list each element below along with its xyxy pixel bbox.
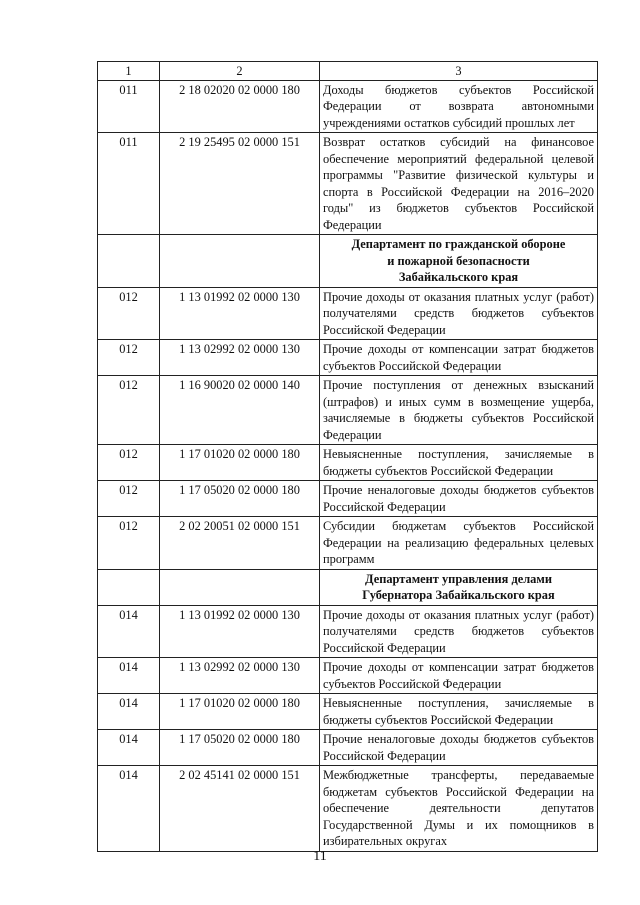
budget-classification-code-cell: 1 13 02992 02 0000 130 xyxy=(160,340,320,376)
admin-code-cell: 014 xyxy=(98,766,160,852)
table-header-row xyxy=(98,62,598,81)
budget-classification-code-cell: 1 17 01020 02 0000 180 xyxy=(160,694,320,730)
table-row xyxy=(98,658,598,694)
admin-code-cell: 014 xyxy=(98,605,160,658)
revenue-name-cell: Невыясненные поступления, зачисляемые в бюджеты субъектов Российской Федерации xyxy=(320,694,598,730)
table-row xyxy=(98,287,598,340)
revenue-name-cell: Прочие доходы от оказания платных услуг (работ) получателями средств бюджетов субъектов Российской Федерации xyxy=(320,287,598,340)
revenue-name-cell: Возврат остатков субсидий на финансовое обеспечение мероприятий федеральной целевой программы "Развитие физической культуры и спорта в Российской Федерации на 2016–2020 годы" из бюджетов субъектов Российской Федерации xyxy=(320,133,598,235)
table-body xyxy=(98,80,598,851)
budget-classification-code-cell: 2 19 25495 02 0000 151 xyxy=(160,133,320,235)
column-header-3: 3 xyxy=(320,62,598,81)
table-row xyxy=(98,340,598,376)
budget-classification-code-cell: 2 02 20051 02 0000 151 xyxy=(160,517,320,570)
budget-classification-code-cell: 2 18 02020 02 0000 180 xyxy=(160,80,320,133)
revenue-name-cell: Прочие неналоговые доходы бюджетов субъектов Российской Федерации xyxy=(320,481,598,517)
department-title-line: Департамент управления делами xyxy=(365,571,552,586)
budget-classification-code-cell: 1 17 05020 02 0000 180 xyxy=(160,481,320,517)
admin-code-cell: 014 xyxy=(98,658,160,694)
table-row xyxy=(98,730,598,766)
budget-classification-code-cell: 1 13 02992 02 0000 130 xyxy=(160,658,320,694)
admin-code-cell: 012 xyxy=(98,376,160,445)
department-header-row xyxy=(98,235,598,288)
admin-code-cell: 012 xyxy=(98,445,160,481)
table-row xyxy=(98,133,598,235)
budget-classification-code-cell: 1 16 90020 02 0000 140 xyxy=(160,376,320,445)
empty-cell xyxy=(98,569,160,605)
table-row xyxy=(98,766,598,852)
empty-cell xyxy=(98,235,160,288)
department-header-row xyxy=(98,569,598,605)
table-header xyxy=(98,62,598,81)
page-number: 11 xyxy=(313,849,327,864)
revenue-name-cell: Субсидии бюджетам субъектов Российской Федерации на реализацию федеральных целевых программ xyxy=(320,517,598,570)
department-title-line: и пожарной безопасности xyxy=(387,253,530,268)
column-header-1: 1 xyxy=(98,62,160,81)
department-title xyxy=(320,569,598,605)
revenue-name-cell: Прочие доходы от компенсации затрат бюджетов субъектов Российской Федерации xyxy=(320,340,598,376)
table-row xyxy=(98,445,598,481)
table-row xyxy=(98,80,598,133)
admin-code-cell: 014 xyxy=(98,730,160,766)
budget-revenue-table xyxy=(97,61,598,852)
admin-code-cell: 011 xyxy=(98,80,160,133)
budget-classification-code-cell: 1 13 01992 02 0000 130 xyxy=(160,287,320,340)
revenue-name-cell: Невыясненные поступления, зачисляемые в бюджеты субъектов Российской Федерации xyxy=(320,445,598,481)
admin-code-cell: 012 xyxy=(98,481,160,517)
admin-code-cell: 012 xyxy=(98,287,160,340)
admin-code-cell: 011 xyxy=(98,133,160,235)
revenue-name-cell: Доходы бюджетов субъектов Российской Федерации от возврата автономными учреждениями остатков субсидий прошлых лет xyxy=(320,80,598,133)
department-title xyxy=(320,235,598,288)
budget-classification-code-cell: 1 17 05020 02 0000 180 xyxy=(160,730,320,766)
table-row xyxy=(98,517,598,570)
admin-code-cell: 012 xyxy=(98,517,160,570)
table-row xyxy=(98,481,598,517)
empty-cell xyxy=(160,235,320,288)
budget-classification-code-cell: 1 13 01992 02 0000 130 xyxy=(160,605,320,658)
budget-classification-code-cell: 2 02 45141 02 0000 151 xyxy=(160,766,320,852)
revenue-name-cell: Прочие доходы от компенсации затрат бюджетов субъектов Российской Федерации xyxy=(320,658,598,694)
table-row xyxy=(98,694,598,730)
revenue-name-cell: Межбюджетные трансферты, передаваемые бюджетам субъектов Российской Федерации на обеспечение деятельности депутатов Государственной Думы и их помощников в избирательных округах xyxy=(320,766,598,852)
empty-cell xyxy=(160,569,320,605)
table-row xyxy=(98,605,598,658)
revenue-name-cell: Прочие поступления от денежных взысканий (штрафов) и иных сумм в возмещение ущерба, зачисляемые в бюджеты субъектов Российской Федерации xyxy=(320,376,598,445)
admin-code-cell: 014 xyxy=(98,694,160,730)
table-row xyxy=(98,376,598,445)
column-header-2: 2 xyxy=(160,62,320,81)
department-title-line: Забайкальского края xyxy=(398,270,519,284)
admin-code-cell: 012 xyxy=(98,340,160,376)
revenue-name-cell: Прочие доходы от оказания платных услуг (работ) получателями средств бюджетов субъектов Российской Федерации xyxy=(320,605,598,658)
budget-classification-code-cell: 1 17 01020 02 0000 180 xyxy=(160,445,320,481)
department-title-line: Губернатора Забайкальского края xyxy=(362,588,555,602)
revenue-name-cell: Прочие неналоговые доходы бюджетов субъектов Российской Федерации xyxy=(320,730,598,766)
department-title-line: Департамент по гражданской обороне xyxy=(351,237,566,251)
